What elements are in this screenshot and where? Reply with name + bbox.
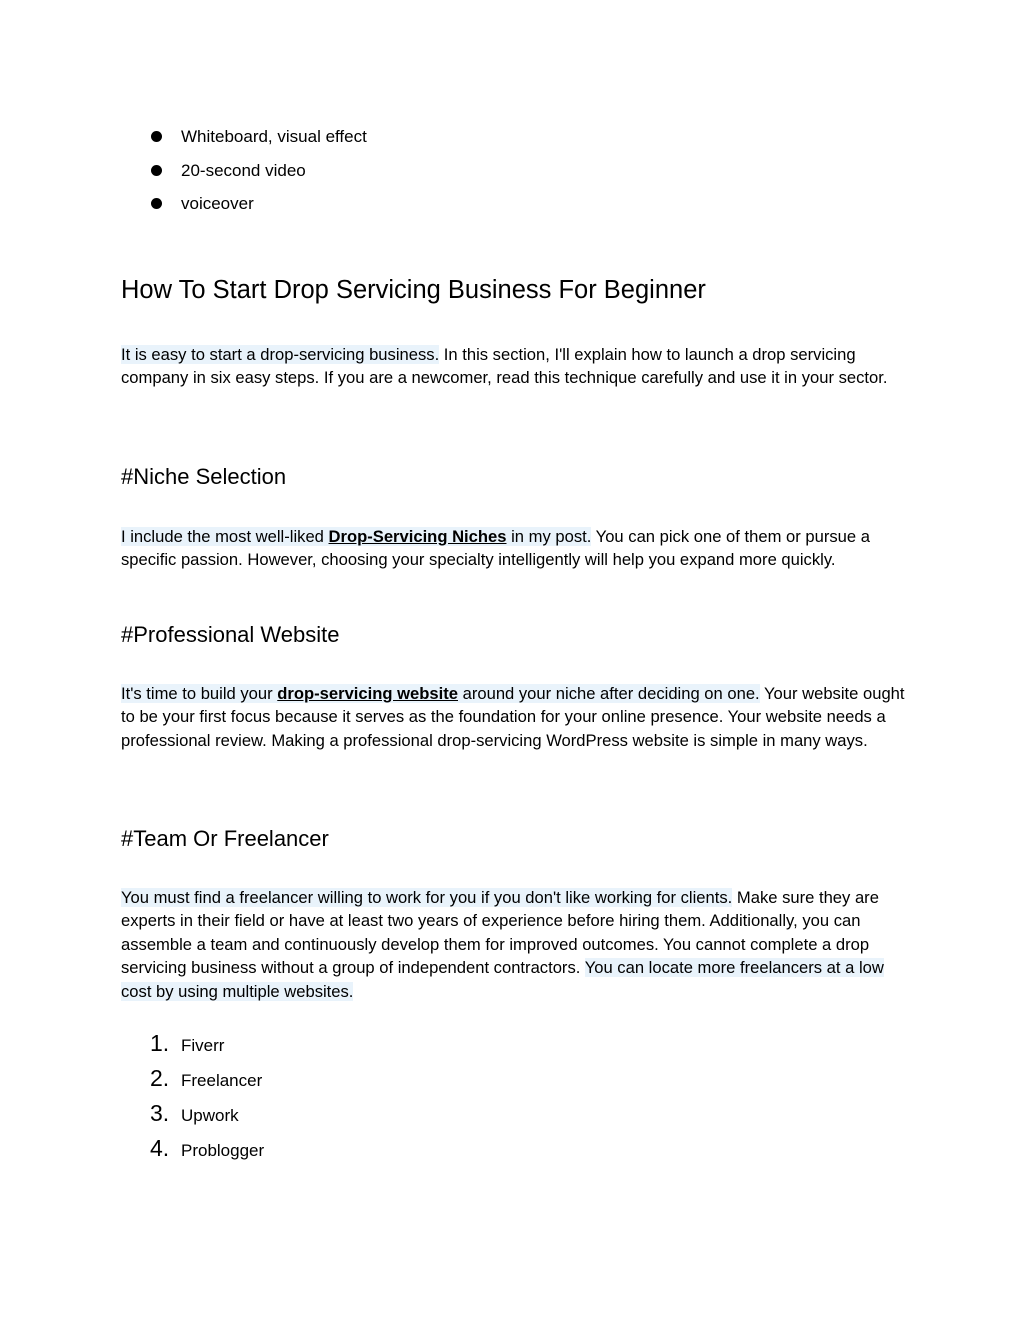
website-paragraph [121, 682, 906, 752]
niche-highlight [121, 527, 591, 546]
bullet-text: Whiteboard, visual effect [181, 127, 367, 146]
website-highlight-text-end: around your niche after deciding on one. [458, 684, 760, 703]
feature-bullet-list [150, 125, 367, 226]
list-item [150, 1027, 264, 1062]
list-number: 2. [150, 1065, 170, 1091]
platform-name: Problogger [181, 1141, 265, 1160]
niche-text: You can pick one of them or pursue a specific passion. However, choosing your specialty intelligently will help you expand more quickly. [121, 527, 870, 570]
list-number: 1. [150, 1030, 170, 1056]
drop-servicing-niches-link[interactable]: Drop-Servicing Niches [328, 527, 507, 546]
team-highlight-2: You can locate more freelancers at a low cost by using multiple websites. [121, 958, 884, 1001]
bullet-text: 20-second video [181, 160, 306, 180]
main-heading: How To Start Drop Servicing Business For Beginner [121, 276, 706, 304]
niche-paragraph [121, 525, 906, 572]
team-highlight-1: You must find a freelancer willing to work for you if you don't like working for clients. [121, 888, 733, 907]
bullet-dot-icon [151, 198, 162, 209]
platform-name: Freelancer [181, 1071, 263, 1090]
bullet-dot-icon [151, 165, 162, 176]
intro-text: In this section, I'll explain how to launch a drop servicing company in six easy steps. If you are a newcomer, read this technique carefully and use it in your sector. [121, 345, 888, 388]
team-text: Make sure they are experts in their field or have at least two years of experience before hiring them. Additionally, you can assemble a team and continuously develop them for improved outcomes. You cannot complete a drop servicing business without a group of independent contractors. [121, 888, 879, 978]
bullet-item [150, 125, 367, 159]
bullet-text: voiceover [181, 194, 254, 213]
list-number: 3. [150, 1100, 170, 1126]
website-highlight-text: It's time to build your [121, 684, 278, 703]
bullet-dot-icon [151, 131, 162, 142]
website-text: Your website ought to be your first focus because it serves as the foundation for your online presence. Your website needs a professional review. Making a professional drop-servicing WordPress website is simple in many ways. [121, 684, 905, 750]
niche-highlight-text: I include the most well-liked [121, 527, 329, 546]
list-number: 4. [150, 1135, 170, 1161]
intro-paragraph [121, 343, 906, 390]
intro-highlight: It is easy to start a drop-servicing business. [121, 345, 440, 364]
bullet-item [150, 192, 367, 226]
freelance-platform-list [150, 1027, 264, 1167]
drop-servicing-website-link[interactable]: drop-servicing website [277, 684, 458, 703]
list-item [150, 1097, 264, 1132]
website-heading: #Professional Website [121, 622, 340, 647]
niche-highlight-text-end: in my post. [506, 527, 592, 546]
list-item [150, 1062, 264, 1097]
team-heading: #Team Or Freelancer [121, 826, 329, 851]
website-highlight [121, 684, 760, 703]
platform-name: Upwork [181, 1106, 239, 1125]
platform-name: Fiverr [181, 1036, 225, 1055]
team-paragraph [121, 886, 906, 1003]
niche-heading: #Niche Selection [121, 464, 287, 489]
list-item [150, 1132, 264, 1167]
bullet-item [150, 159, 367, 193]
